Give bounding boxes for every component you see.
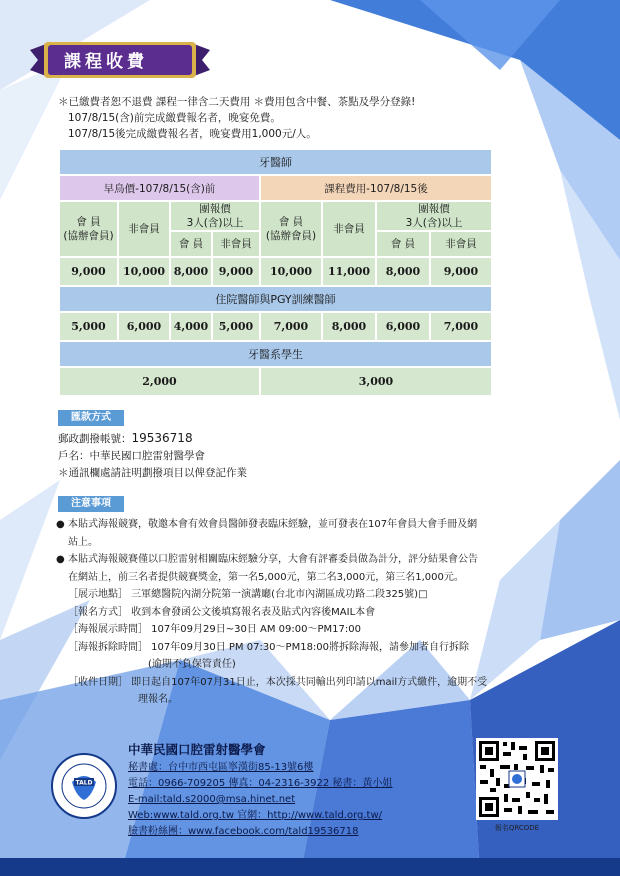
dentist-price-row [59, 257, 492, 286]
price-cell: 9,000 [430, 257, 492, 286]
payment-info [58, 430, 247, 482]
price-cell: 5,000 [59, 312, 118, 341]
price-cell: 9,000 [212, 257, 260, 286]
account-number: 19536718 [131, 431, 193, 445]
dentist-header: 牙醫師 [59, 149, 492, 175]
phone: 電話：0966-709205 傳真：04-2316-3922 秘書：黃小姐 [128, 778, 393, 789]
price-cell: 8,000 [170, 257, 212, 286]
notes-list [56, 516, 556, 709]
email-link[interactable]: E-mail:tald.s2000@msa.hinet.net [128, 794, 296, 805]
price-cell: 6,000 [376, 312, 430, 341]
note-register: ［報名方式］ 收到本會發函公文後填寫報名表及貼式內容後MAIL本會 [68, 606, 376, 618]
seal-text: TALD [75, 779, 93, 787]
group-nonmember-header: 非會員 [430, 231, 492, 257]
nonmember-header: 非會員 [118, 201, 170, 257]
group-nonmember-header: 非會員 [212, 231, 260, 257]
group-header: 團報價 3人(含)以上 [376, 201, 492, 231]
society-seal-logo [50, 752, 118, 820]
early-bird-header: 早鳥價-107/8/15(含)前 [59, 175, 260, 201]
bottom-bar [0, 858, 620, 876]
student-price-row [59, 367, 492, 396]
price-cell: 8,000 [376, 257, 430, 286]
address: 秘書處：台中市西屯區寧漢街85-13號6樓 [128, 762, 314, 773]
fee-table [58, 148, 493, 397]
price-cell: 6,000 [118, 312, 170, 341]
facebook-link[interactable]: 臉書粉絲團：www.facebook.com/tald19536718 [128, 826, 359, 837]
price-cell: 4,000 [170, 312, 212, 341]
org-name: 中華民國口腔雷射醫學會 [128, 742, 266, 757]
price-cell: 10,000 [118, 257, 170, 286]
note-display-time: ［海報展示時間］ 107年09月29日~30日 AM 09:00～PM17:00 [68, 624, 361, 635]
price-cell: 9,000 [59, 257, 118, 286]
price-cell: 11,000 [322, 257, 376, 286]
resident-price-row [59, 312, 492, 341]
note-deadline: ［收件日期］ 即日起自107年07月31日止，本次採共同輸出列印請以mail方式繳件，逾期不受 [68, 676, 488, 688]
price-cell: 3,000 [260, 367, 492, 396]
student-header: 牙醫系學生 [59, 341, 492, 367]
note-deadline-cont: 理報名。 [138, 694, 178, 705]
account-line [58, 430, 247, 448]
payment-tag: 匯款方式 [58, 410, 124, 426]
nonmember-header: 非會員 [322, 201, 376, 257]
note-item: ● 本貼式海報競賽，敬邀本會有效會員醫師發表臨床經驗，並可發表在107年會員大會手冊及網 站上。 [56, 516, 556, 551]
fee-notes [58, 94, 578, 142]
fee-note-late-dinner: 107/8/15後完成繳費報名者，晚宴費用1,000元/人。 [68, 128, 317, 140]
price-cell: 7,000 [430, 312, 492, 341]
website-link[interactable]: Web:www.tald.org.tw 官網：http://www.tald.org.tw/ [128, 810, 383, 821]
account-name: 戶名：中華民國口腔雷射醫學會 [58, 450, 205, 462]
note-remove-note: (逾期不負保管責任) [148, 659, 236, 670]
group-member-header: 會 員 [170, 231, 212, 257]
regular-fee-header: 課程費用-107/8/15後 [260, 175, 492, 201]
price-cell: 8,000 [322, 312, 376, 341]
group-member-header: 會 員 [376, 231, 430, 257]
resident-header: 住院醫師與PGY訓練醫師 [59, 286, 492, 312]
member-header: 會 員 (協辦會員) [260, 201, 322, 257]
note-remove-time: ［海報拆除時間］ 107年09月30日 PM 07:30～PM18:00將拆除海報，請參加者自行拆除 [68, 641, 470, 653]
member-header: 會 員 (協辦會員) [59, 201, 118, 257]
price-cell: 5,000 [212, 312, 260, 341]
registration-qr-code[interactable] [476, 738, 558, 820]
price-cell: 10,000 [260, 257, 322, 286]
note-location: ［展示地點］ 三軍總醫院內湖分院第一演講廳(台北市內湖區成功路二段325號)□ [68, 589, 428, 600]
payment-note: ＊通訊欄處請註明劃撥項目以俾登記作業 [58, 467, 247, 479]
notes-tag: 注意事項 [58, 496, 124, 512]
fee-note-early-dinner: 107/8/15(含)前完成繳費報名者，晚宴免費。 [68, 112, 281, 124]
group-header: 團報價 3人(含)以上 [170, 201, 260, 231]
bullet-icon: ● [56, 519, 65, 530]
price-cell: 2,000 [59, 367, 260, 396]
account-label: 郵政劃撥帳號： [58, 433, 132, 445]
price-cell: 7,000 [260, 312, 322, 341]
note-item: ● 本貼式海報競賽僅以口腔雷射相關臨床經驗分享，大會有評審委員做為計分，評分結果會公告 在網站上，前三名者提供競賽獎金，第一名5,000元，第二名3,000元，第三名1,000元。 [56, 551, 556, 586]
footer-contact [128, 742, 392, 840]
fee-note-refund: ＊已繳費者恕不退費 課程一律含二天費用 ＊費用包含中餐、茶點及學分登錄! [58, 96, 416, 108]
bullet-icon: ● [56, 554, 65, 565]
section-title: 課程收費 [64, 52, 148, 72]
qr-label: 報名QRCODE [494, 824, 540, 832]
